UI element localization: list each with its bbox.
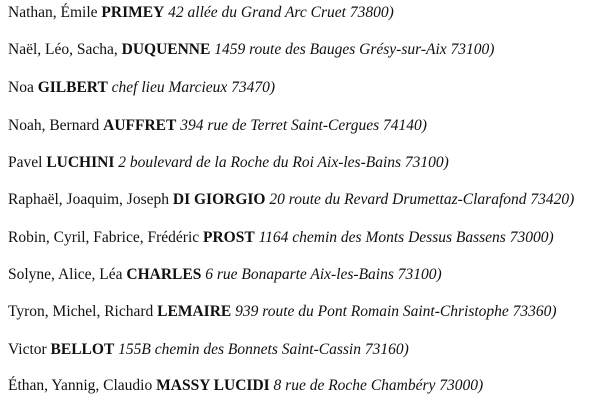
surname: DI GIORGIO bbox=[172, 191, 266, 208]
surname: LEMAIRE bbox=[157, 303, 232, 320]
given-names: Nathan, Émile bbox=[8, 4, 102, 21]
list-item bbox=[8, 78, 275, 98]
given-names: Naël, Léo, Sacha, bbox=[8, 41, 122, 58]
list-item bbox=[8, 376, 483, 396]
surname: AUFFRET bbox=[103, 117, 177, 134]
given-names: Robin, Cyril, Fabrice, Frédéric bbox=[8, 229, 203, 246]
address: 42 allée du Grand Arc Cruet 73800) bbox=[164, 4, 394, 21]
surname: GILBERT bbox=[37, 79, 108, 96]
address: chef lieu Marcieux 73470) bbox=[107, 79, 276, 96]
list-item bbox=[8, 340, 409, 360]
surname: MASSY LUCIDI bbox=[156, 377, 270, 394]
given-names: Éthan, Yannig, Claudio bbox=[8, 377, 157, 394]
list-item bbox=[8, 116, 427, 136]
address: 1164 chemin des Monts Dessus Bassens 73000) bbox=[254, 229, 554, 246]
address: 1459 route des Bauges Grésy-sur-Aix 73100) bbox=[210, 41, 495, 58]
list-item bbox=[8, 3, 394, 23]
address: 2 boulevard de la Roche du Roi Aix-les-Bains 73100) bbox=[114, 154, 449, 171]
surname: PROST bbox=[203, 229, 255, 246]
surname: CHARLES bbox=[126, 266, 202, 283]
address: 8 rue de Roche Chambéry 73000) bbox=[269, 377, 484, 394]
address: 394 rue de Terret Saint-Cergues 74140) bbox=[176, 117, 427, 134]
list-item bbox=[8, 302, 557, 322]
surname: LUCHINI bbox=[46, 154, 115, 171]
surname: BELLOT bbox=[50, 341, 115, 358]
list-item bbox=[8, 153, 449, 173]
address: 939 route du Pont Romain Saint-Christophe 73360) bbox=[231, 303, 557, 320]
list-item bbox=[8, 228, 554, 248]
surname: PRIMEY bbox=[101, 4, 165, 21]
given-names: Noah, Bernard bbox=[8, 117, 104, 134]
given-names: Pavel bbox=[8, 154, 47, 171]
surname: DUQUENNE bbox=[121, 41, 211, 58]
given-names: Tyron, Michel, Richard bbox=[8, 303, 158, 320]
list-item bbox=[8, 40, 494, 60]
address: 20 route du Revard Drumettaz-Clarafond 73420) bbox=[265, 191, 575, 208]
list-item bbox=[8, 190, 574, 210]
list-item bbox=[8, 265, 442, 285]
address: 6 rue Bonaparte Aix-les-Bains 73100) bbox=[201, 266, 442, 283]
given-names: Solyne, Alice, Léa bbox=[8, 266, 127, 283]
given-names: Victor bbox=[8, 341, 51, 358]
given-names: Raphaël, Joaquim, Joseph bbox=[8, 191, 173, 208]
given-names: Noa bbox=[8, 79, 38, 96]
address: 155B chemin des Bonnets Saint-Cassin 73160) bbox=[114, 341, 409, 358]
